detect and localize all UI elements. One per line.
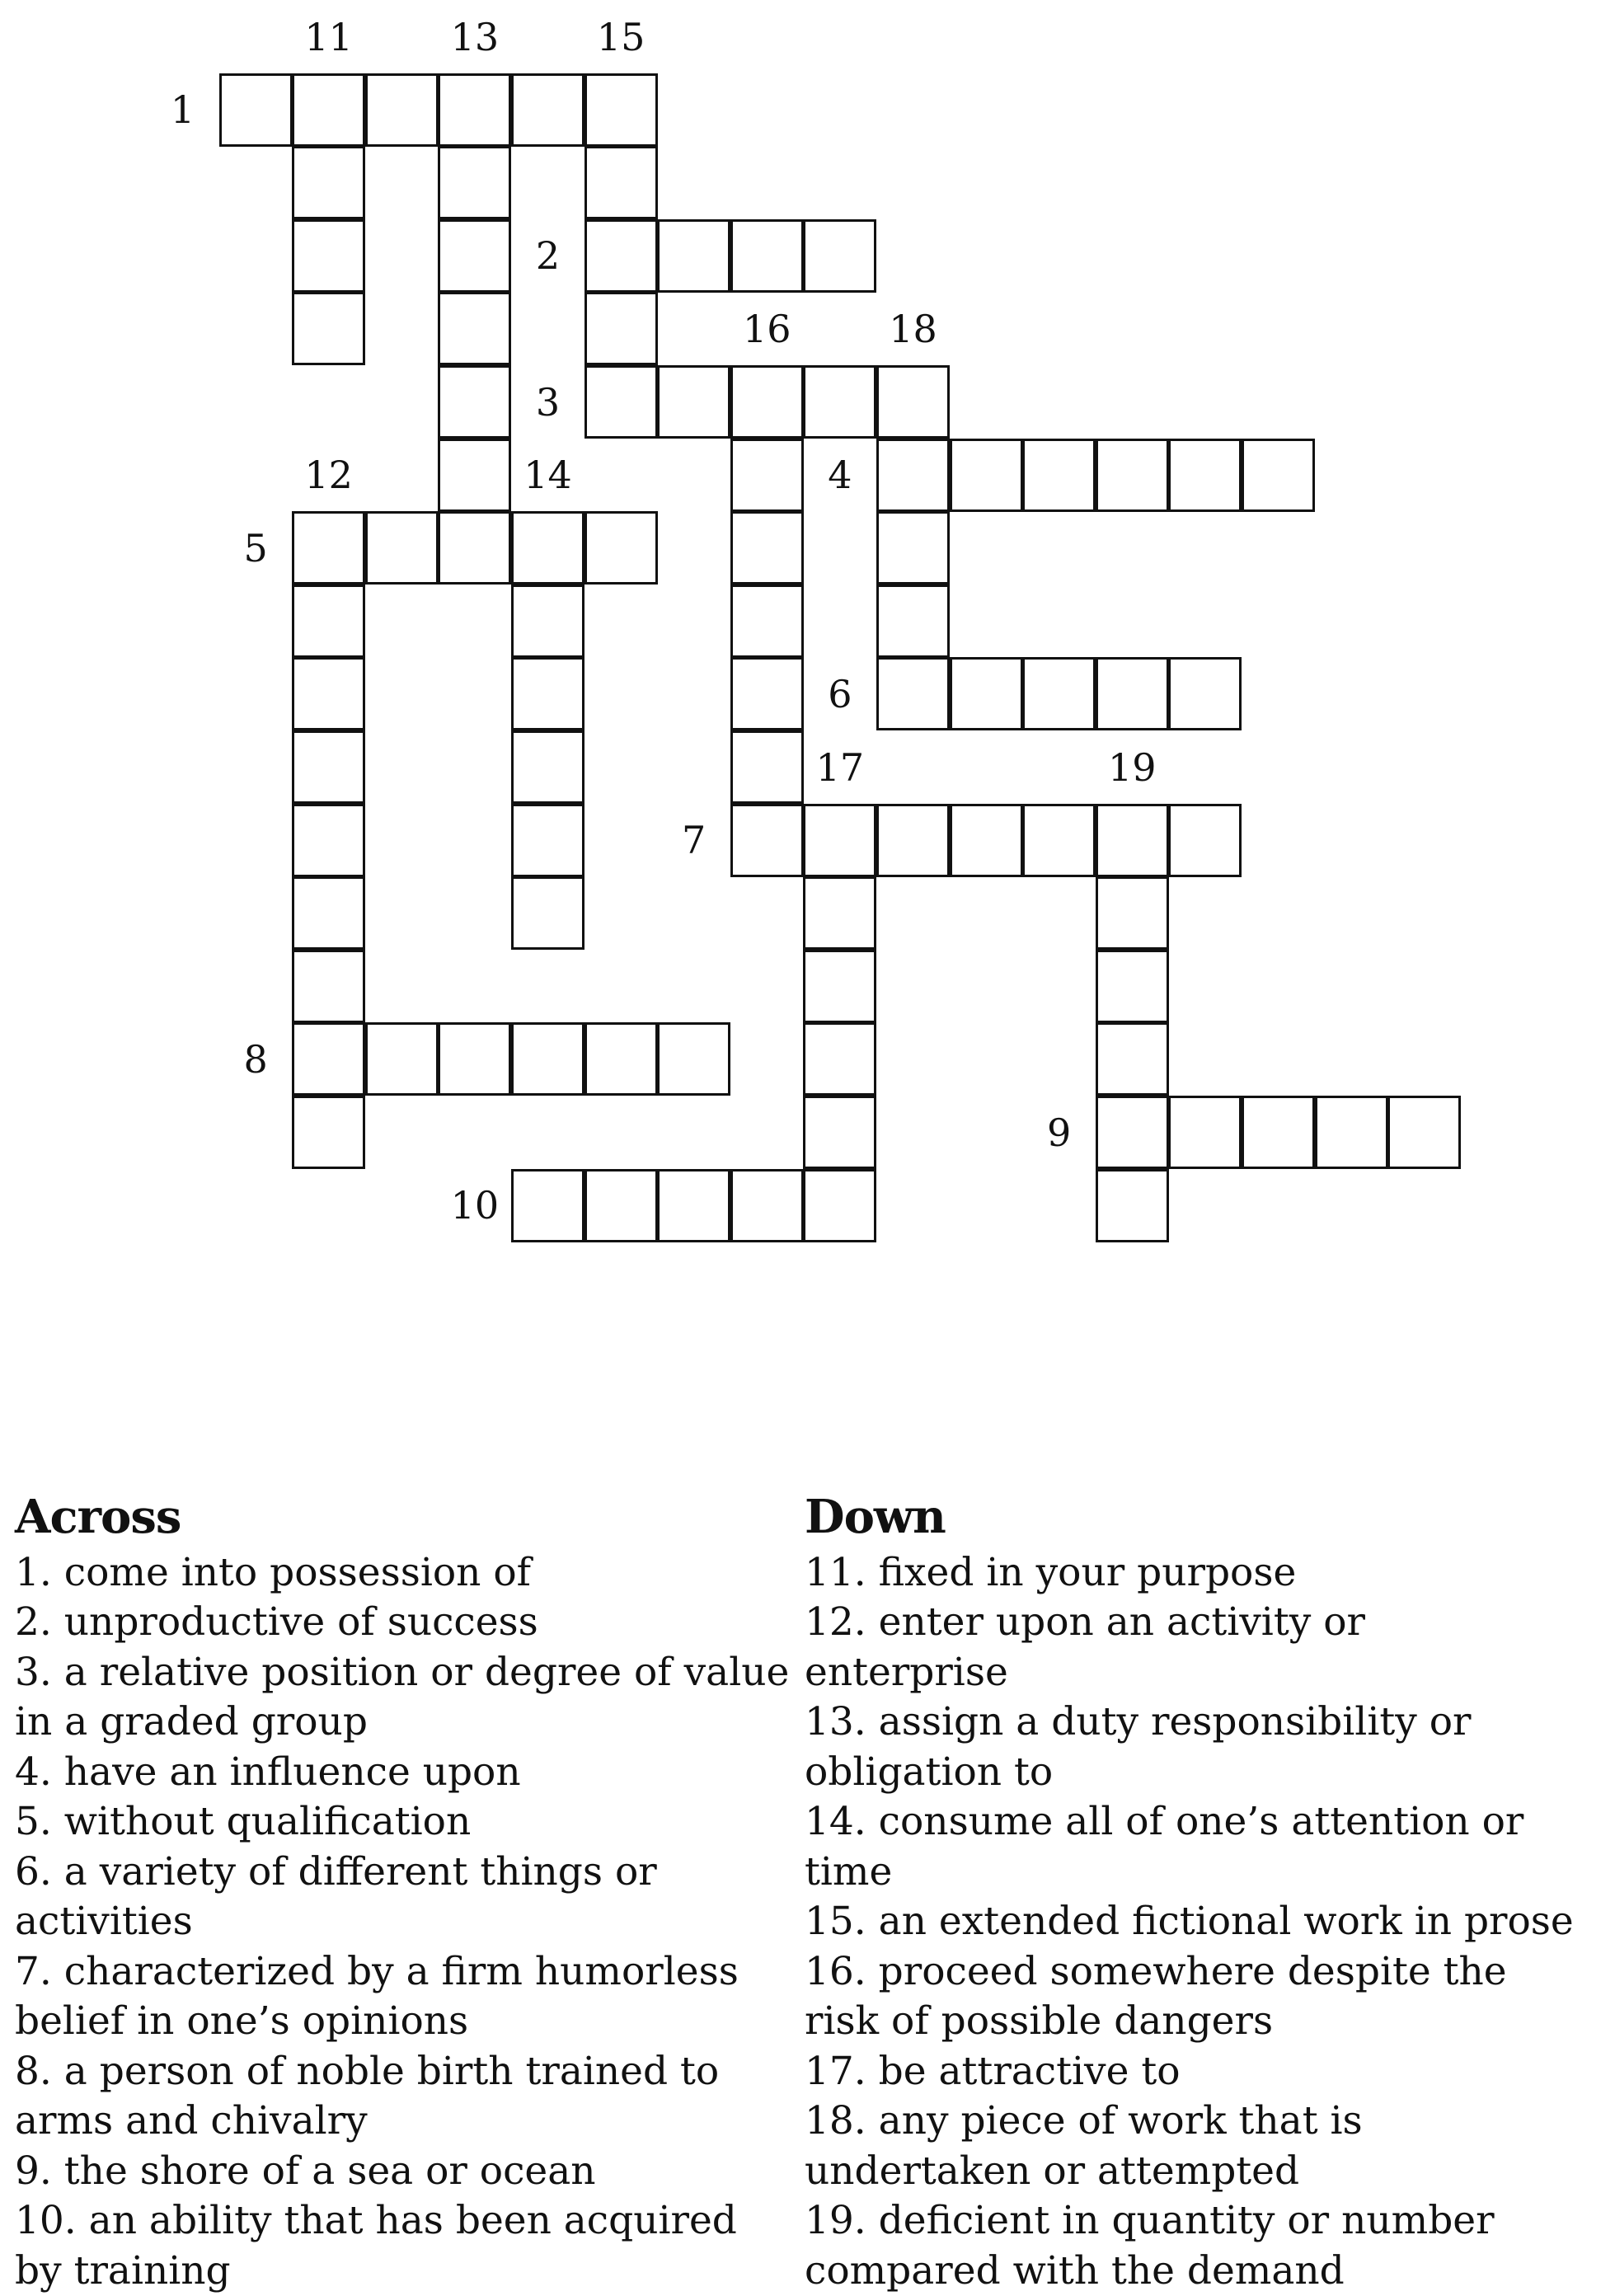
grid-cell[interactable] bbox=[1096, 1096, 1169, 1169]
down-clue-18: 18. any piece of work that is undertaken or attempted bbox=[805, 2098, 1363, 2194]
grid-cell[interactable] bbox=[292, 1022, 365, 1096]
down-clue-12: 12. enter upon an activity or enterprise bbox=[805, 1599, 1365, 1695]
grid-cell[interactable] bbox=[292, 730, 365, 804]
grid-cell[interactable] bbox=[876, 804, 950, 877]
clue-number-19: 19 bbox=[1108, 744, 1157, 790]
grid-cell[interactable] bbox=[438, 439, 511, 512]
grid-cell[interactable] bbox=[438, 365, 511, 439]
across-clue-list bbox=[15, 1548, 790, 2296]
across-clue-7: 7. characterized by a firm humorless belief in one’s opinions bbox=[15, 1948, 739, 2045]
down-clue-list bbox=[805, 1548, 1580, 2296]
grid-cell[interactable] bbox=[1096, 657, 1169, 730]
grid-cell[interactable] bbox=[803, 1169, 876, 1242]
grid-cell[interactable] bbox=[292, 1096, 365, 1169]
clue-number-1: 1 bbox=[170, 87, 195, 133]
grid-cell[interactable] bbox=[292, 876, 365, 950]
grid-cell[interactable] bbox=[876, 365, 950, 439]
down-clue-19: 19. deficient in quantity or number compared with the demand bbox=[805, 2198, 1495, 2294]
grid-cell[interactable] bbox=[1096, 950, 1169, 1023]
down-heading: Down bbox=[805, 1490, 946, 1544]
grid-cell[interactable] bbox=[438, 511, 511, 585]
grid-cell[interactable] bbox=[1168, 657, 1242, 730]
grid-cell[interactable] bbox=[730, 730, 804, 804]
grid-cell[interactable] bbox=[511, 876, 584, 950]
grid-cell[interactable] bbox=[803, 950, 876, 1023]
grid-cell[interactable] bbox=[657, 1169, 730, 1242]
clue-number-17: 17 bbox=[815, 744, 865, 790]
clue-number-18: 18 bbox=[889, 306, 937, 351]
grid-cell[interactable] bbox=[1242, 439, 1315, 512]
grid-cell[interactable] bbox=[584, 219, 658, 293]
clue-number-16: 16 bbox=[743, 306, 791, 351]
grid-cell[interactable] bbox=[730, 657, 804, 730]
grid-cell[interactable] bbox=[511, 73, 584, 147]
clue-number-5: 5 bbox=[243, 525, 268, 570]
across-clue-9: 9. the shore of a sea or ocean bbox=[15, 2148, 596, 2194]
grid-cell[interactable] bbox=[219, 73, 293, 147]
clue-number-9: 9 bbox=[1047, 1110, 1072, 1155]
down-clue-15: 15. an extended fictional work in prose bbox=[805, 1899, 1574, 1945]
grid-cell[interactable] bbox=[730, 439, 804, 512]
across-clue-6: 6. a variety of different things or activities bbox=[15, 1848, 657, 1945]
grid-cell[interactable] bbox=[584, 292, 658, 365]
grid-cell[interactable] bbox=[584, 73, 658, 147]
grid-cell[interactable] bbox=[292, 585, 365, 658]
grid-cell[interactable] bbox=[511, 804, 584, 877]
grid-cell[interactable] bbox=[730, 585, 804, 658]
grid-cell[interactable] bbox=[1022, 657, 1096, 730]
grid-cell[interactable] bbox=[438, 73, 511, 147]
grid-cell[interactable] bbox=[511, 1169, 584, 1242]
grid-cell[interactable] bbox=[876, 585, 950, 658]
grid-cell[interactable] bbox=[438, 292, 511, 365]
clue-number-4: 4 bbox=[828, 453, 852, 498]
grid-cell[interactable] bbox=[292, 292, 365, 365]
grid-cell[interactable] bbox=[803, 804, 876, 877]
grid-cell[interactable] bbox=[292, 511, 365, 585]
down-clue-11: 11. fixed in your purpose bbox=[805, 1549, 1297, 1595]
grid-cell[interactable] bbox=[292, 804, 365, 877]
grid-cell[interactable] bbox=[1387, 1096, 1461, 1169]
grid-cell[interactable] bbox=[511, 657, 584, 730]
grid-cell[interactable] bbox=[365, 73, 439, 147]
grid-cell[interactable] bbox=[438, 146, 511, 219]
across-heading: Across bbox=[15, 1490, 181, 1544]
grid-cell[interactable] bbox=[1096, 1022, 1169, 1096]
grid-cell[interactable] bbox=[365, 511, 439, 585]
grid-cell[interactable] bbox=[876, 657, 950, 730]
grid-cell[interactable] bbox=[803, 1096, 876, 1169]
grid-cell[interactable] bbox=[803, 1022, 876, 1096]
grid-cell[interactable] bbox=[876, 439, 950, 512]
across-clue-3: 3. a relative position or degree of value in a graded group bbox=[15, 1649, 790, 1745]
grid-cell[interactable] bbox=[657, 1022, 730, 1096]
grid-cell[interactable] bbox=[292, 657, 365, 730]
across-clue-1: 1. come into possession of bbox=[15, 1549, 532, 1595]
grid-cell[interactable] bbox=[1242, 1096, 1315, 1169]
grid-cell[interactable] bbox=[584, 365, 658, 439]
down-clue-14: 14. consume all of one’s attention or time bbox=[805, 1799, 1524, 1895]
grid-cell[interactable] bbox=[803, 365, 876, 439]
grid-cell[interactable] bbox=[511, 511, 584, 585]
clue-number-7: 7 bbox=[682, 818, 707, 863]
grid-cell[interactable] bbox=[584, 1022, 658, 1096]
grid-cell[interactable] bbox=[950, 657, 1023, 730]
grid-cell[interactable] bbox=[803, 219, 876, 293]
grid-cell[interactable] bbox=[1022, 439, 1096, 512]
grid-cell[interactable] bbox=[657, 365, 730, 439]
down-clue-17: 17. be attractive to bbox=[805, 2048, 1181, 2094]
grid-cell[interactable] bbox=[1168, 439, 1242, 512]
across-clue-4: 4. have an influence upon bbox=[15, 1749, 521, 1795]
grid-cell[interactable] bbox=[438, 1022, 511, 1096]
across-clue-5: 5. without qualification bbox=[15, 1799, 472, 1845]
grid-cell[interactable] bbox=[950, 439, 1023, 512]
grid-cell[interactable] bbox=[730, 1169, 804, 1242]
grid-cell[interactable] bbox=[730, 219, 804, 293]
grid-cell[interactable] bbox=[584, 1169, 658, 1242]
grid-cell[interactable] bbox=[292, 950, 365, 1023]
grid-cell[interactable] bbox=[1168, 1096, 1242, 1169]
grid-cell[interactable] bbox=[1168, 804, 1242, 877]
clue-number-6: 6 bbox=[828, 671, 852, 716]
grid-cell[interactable] bbox=[1096, 439, 1169, 512]
grid-cell[interactable] bbox=[730, 804, 804, 877]
grid-cell[interactable] bbox=[1315, 1096, 1388, 1169]
grid-cell[interactable] bbox=[438, 219, 511, 293]
down-clues-panel bbox=[805, 1492, 1580, 2296]
grid-cell[interactable] bbox=[657, 219, 730, 293]
grid-cell[interactable] bbox=[950, 804, 1023, 877]
across-clue-2: 2. unproductive of success bbox=[15, 1599, 538, 1646]
grid-cell[interactable] bbox=[1022, 804, 1096, 877]
across-clue-10: 10. an ability that has been acquired by training bbox=[15, 2198, 737, 2294]
grid-cell[interactable] bbox=[876, 511, 950, 585]
grid-cell[interactable] bbox=[1096, 876, 1169, 950]
clue-number-2: 2 bbox=[535, 233, 561, 279]
down-clue-13: 13. assign a duty responsibility or obligation to bbox=[805, 1699, 1472, 1795]
across-clues-panel bbox=[15, 1492, 790, 2296]
grid-cell[interactable] bbox=[584, 146, 658, 219]
grid-cell[interactable] bbox=[511, 1022, 584, 1096]
clue-number-13: 13 bbox=[450, 14, 500, 59]
grid-cell[interactable] bbox=[803, 876, 876, 950]
grid-cell[interactable] bbox=[292, 146, 365, 219]
clue-number-11: 11 bbox=[304, 14, 353, 59]
grid-cell[interactable] bbox=[730, 365, 804, 439]
grid-cell[interactable] bbox=[365, 1022, 439, 1096]
grid-cell[interactable] bbox=[511, 730, 584, 804]
clue-number-12: 12 bbox=[304, 453, 353, 498]
grid-cell[interactable] bbox=[1096, 804, 1169, 877]
clue-number-8: 8 bbox=[243, 1036, 268, 1082]
grid-cell[interactable] bbox=[511, 585, 584, 658]
clue-number-10: 10 bbox=[450, 1183, 500, 1228]
down-clue-16: 16. proceed somewhere despite the risk of possible dangers bbox=[805, 1948, 1507, 2045]
clue-number-3: 3 bbox=[535, 379, 561, 425]
grid-cell[interactable] bbox=[730, 511, 804, 585]
grid-cell[interactable] bbox=[584, 511, 658, 585]
grid-cell[interactable] bbox=[1096, 1169, 1169, 1242]
clue-number-14: 14 bbox=[523, 453, 572, 498]
grid-cell[interactable] bbox=[292, 73, 365, 147]
clue-number-15: 15 bbox=[596, 14, 646, 59]
across-clue-8: 8. a person of noble birth trained to arms and chivalry bbox=[15, 2048, 720, 2144]
grid-cell[interactable] bbox=[292, 219, 365, 293]
